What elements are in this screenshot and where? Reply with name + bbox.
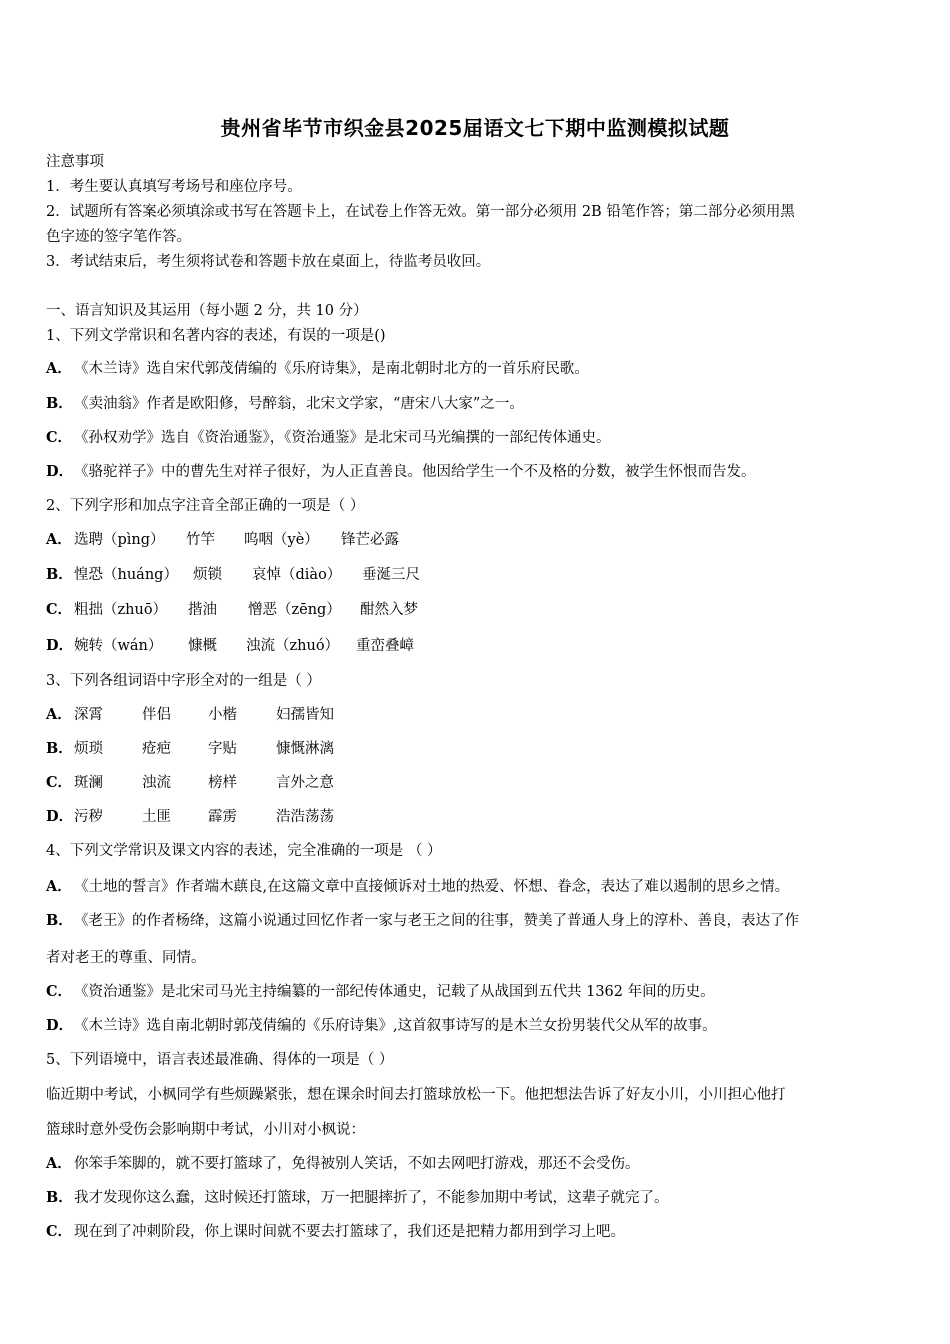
- option-row: [46, 530, 908, 550]
- option-word: 斑澜: [74, 775, 103, 791]
- option-word: 伴侣: [142, 707, 171, 723]
- option-word: 粗拙（zhuō）: [74, 602, 168, 618]
- question-stem: 4、下列文学常识及课文内容的表述，完全准确的一项是 （ ）: [46, 843, 442, 859]
- option-word: 婉转（wán）: [74, 638, 163, 654]
- option-label: D．: [46, 1017, 74, 1034]
- notice-item: 3．考试结束后，考生须将试卷和答题卡放在桌面上，待监考员收回。: [46, 254, 491, 270]
- option-word: 憎恶（zēng）: [248, 602, 341, 618]
- page-title: 贵州省毕节市织金县2025届语文七下期中监测模拟试题: [220, 116, 730, 140]
- option-row: [46, 636, 908, 656]
- option-text: 《资治通鉴》是北宋司马光主持编纂的一部纪传体通史，记载了从战国到五代共 1362 年间的历史。: [74, 984, 715, 1000]
- option-row: [46, 600, 908, 620]
- option-label: A．: [46, 706, 72, 723]
- option-label: C．: [46, 1223, 73, 1240]
- question-stem: 1、下列文学常识和名著内容的表述，有误的一项是(): [46, 328, 386, 344]
- option-text: 《卖油翁》作者是欧阳修，号醉翁，北宋文学家，“唐宋八大家”之一。: [74, 396, 524, 412]
- option-word: 浊流: [142, 775, 171, 791]
- option-continuation: 者对老王的尊重、同情。: [46, 950, 206, 966]
- option-row: [46, 565, 908, 585]
- option-row: [46, 394, 908, 414]
- option-word: 竹竿: [186, 532, 215, 548]
- option-text: 《孙权劝学》选自《资治通鉴》，《资治通鉴》是北宋司马光编撰的一部纪传体通史。: [74, 430, 611, 446]
- option-row: [46, 739, 908, 759]
- option-word: 烦琐: [74, 741, 103, 757]
- option-label: A．: [46, 360, 72, 377]
- option-label: C．: [46, 983, 73, 1000]
- question-stem: 3、下列各组词语中字形全对的一组是（ ）: [46, 673, 321, 689]
- option-row: [46, 462, 908, 482]
- option-word: 垂涎三尺: [362, 567, 420, 583]
- option-label: B．: [46, 740, 73, 757]
- option-word: 疮疤: [142, 741, 171, 757]
- option-word: 榜样: [208, 775, 237, 791]
- option-word: 选聘（pìng）: [74, 532, 165, 548]
- option-word: 字贴: [208, 741, 237, 757]
- option-word: 深霄: [74, 707, 103, 723]
- option-text: 《木兰诗》选自宋代郭茂倩编的《乐府诗集》，是南北朝时北方的一首乐府民歌。: [74, 361, 589, 377]
- option-row: [46, 1188, 908, 1208]
- section-heading: 一、语言知识及其运用（每小题 2 分，共 10 分）: [46, 303, 368, 319]
- option-row: [46, 982, 908, 1002]
- option-label: C．: [46, 601, 73, 618]
- option-word: 霹雳: [208, 809, 237, 825]
- option-word: 揩油: [188, 602, 217, 618]
- option-word: 浩浩荡荡: [276, 809, 334, 825]
- option-label: D．: [46, 463, 74, 480]
- option-text: 我才发现你这么蠢，这时候还打篮球，万一把腿摔折了，不能参加期中考试，这辈子就完了。: [74, 1190, 669, 1206]
- option-text: 《老王》的作者杨绛，这篇小说通过回忆作者一家与老王之间的往事，赞美了普通人身上的淳朴、善良，表达了作: [74, 913, 799, 929]
- option-word: 哀悼（diào）: [252, 567, 342, 583]
- option-text: 《骆驼祥子》中的曹先生对祥子很好，为人正直善良。他因给学生一个不及格的分数，被学生怀恨而告发。: [74, 464, 756, 480]
- option-word: 慷概: [188, 638, 217, 654]
- option-label: B．: [46, 566, 73, 583]
- option-label: D．: [46, 637, 74, 654]
- question-stem: 5、下列语境中，语言表述最准确、得体的一项是（ ）: [46, 1052, 394, 1068]
- option-row: [46, 1222, 908, 1242]
- option-label: B．: [46, 1189, 73, 1206]
- option-label: B．: [46, 395, 73, 412]
- option-word: 锋芒必露: [341, 532, 399, 548]
- option-word: 惶恐（huáng）: [74, 567, 178, 583]
- option-row: [46, 807, 908, 827]
- option-word: 污秽: [74, 809, 103, 825]
- option-text: 你笨手笨脚的，就不要打篮球了，免得被别人笑话，不如去网吧打游戏，那还不会受伤。: [74, 1156, 640, 1172]
- option-word: 言外之意: [276, 775, 334, 791]
- notice-item: 2．试题所有答案必须填涂或书写在答题卡上，在试卷上作答无效。第一部分必须用 2B 铅笔作答；第二部分必须用黑: [46, 204, 795, 220]
- option-word: 烦锁: [193, 567, 222, 583]
- option-row: [46, 359, 908, 379]
- option-label: D．: [46, 808, 74, 825]
- option-word: 呜咽（yè）: [244, 532, 319, 548]
- option-word: 慷慨淋漓: [276, 741, 334, 757]
- question-stem: 2、下列字形和加点字注音全部正确的一项是（ ）: [46, 498, 365, 514]
- option-label: C．: [46, 429, 73, 446]
- option-word: 土匪: [142, 809, 171, 825]
- option-label: A．: [46, 1155, 72, 1172]
- option-row: [46, 705, 908, 725]
- option-word: 重峦叠嶂: [356, 638, 414, 654]
- option-word: 妇孺皆知: [276, 707, 334, 723]
- option-word: 酣然入梦: [360, 602, 418, 618]
- option-label: C．: [46, 774, 73, 791]
- option-row: [46, 773, 908, 793]
- option-row: [46, 911, 908, 931]
- option-word: 浊流（zhuó）: [246, 638, 340, 654]
- option-label: B．: [46, 912, 73, 929]
- notice-item: 色字迹的签字笔作答。: [46, 229, 191, 245]
- option-text: 《木兰诗》选自南北朝时郭茂倩编的《乐府诗集》,这首叙事诗写的是木兰女扮男装代父从军的故事。: [74, 1018, 717, 1034]
- option-label: A．: [46, 878, 72, 895]
- option-text: 现在到了冲刺阶段，你上课时间就不要去打篮球了，我们还是把精力都用到学习上吧。: [74, 1224, 625, 1240]
- option-row: [46, 428, 908, 448]
- notice-item: 1．考生要认真填写考场号和座位序号。: [46, 179, 302, 195]
- notice-heading: 注意事项: [46, 154, 104, 170]
- context-text: 临近期中考试，小枫同学有些烦躁紧张，想在课余时间去打篮球放松一下。他把想法告诉了好友小川，小川担心他打: [46, 1087, 786, 1103]
- option-row: [46, 1154, 908, 1174]
- option-word: 小楷: [208, 707, 237, 723]
- option-label: A．: [46, 531, 72, 548]
- option-row: [46, 877, 908, 897]
- context-text: 篮球时意外受伤会影响期中考试，小川对小枫说：: [46, 1122, 365, 1138]
- option-row: [46, 1016, 908, 1036]
- option-text: 《土地的誓言》作者端木蕻良,在这篇文章中直接倾诉对土地的热爱、怀想、眷念，表达了难以遏制的思乡之情。: [74, 879, 790, 895]
